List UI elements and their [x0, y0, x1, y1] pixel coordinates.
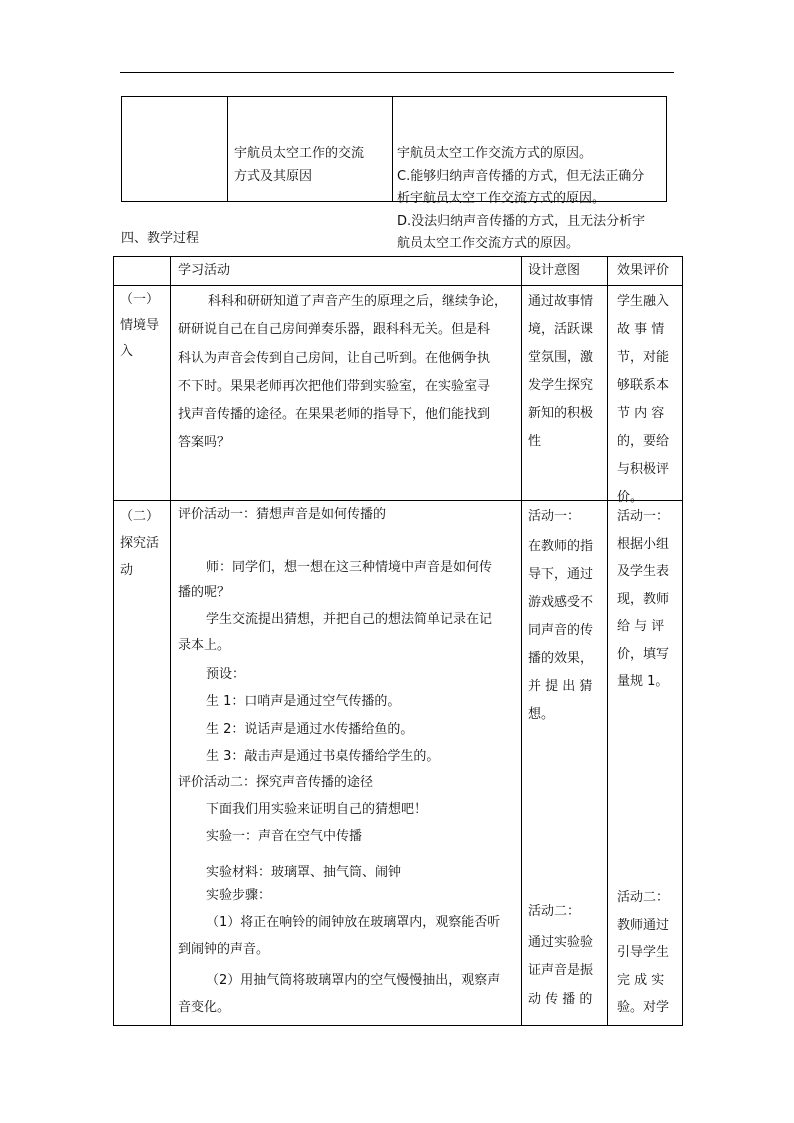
header-evaluation: 效果评价: [617, 263, 670, 278]
col-divider: [607, 257, 608, 1025]
stage-label: （一） 情境导 入: [120, 292, 160, 359]
header-rule: [120, 72, 674, 73]
process-table: 学习活动 设计意图 效果评价 （一） 情境导 入 科科和研研知道了声音产生的原理之后，继续争论， 研研说自己在自己房间弹奏乐器，跟科科无关。但是科 科认为声音会传到自己房间，让自己听到。在他俩争执 不下时。果果老师再次把他们带到实验室，在实验室寻 找声音传播的途径。在果果老师的指导下，他们能找到 答案吗？ 通过故事情 境，活跃课 堂氛围，激 发学生探究 新知的积极 性 学生融入 故 事 情 节，对能 够联系本 节 内 容 的，要给 与积极评 价。 （二） 探究活 动 评价活动一：猜想声音是如何传播的 师：同学们，想一想在这三种情境中声音是如何传 播的呢？ 学生交流提出猜想，并把自己的想法简单记录在记 录本上。 预设： 生 1：口哨声是通过空气传播的。 生 2：说话声是通过水传播给鱼的。 生 3：敲击声是通过书桌传播给学生的。 评价活动二：探究声音传播的途径 下面我们用实验来证明自己的猜想吧！ 实验一：声音在空气中传播 实验材料：玻璃罩、抽气筒、闹钟 实验步骤： （1）将正在响铃的闹钟放在玻璃罩内，观察能否听 到闹钟的声音。 （2）用抽气筒将玻璃罩内的空气慢慢抽出，观察声 音变化。 活动一： 在教师的指 导下，通过 游戏感受不 同声音的传 播的效果， 并 提 出 猜 想。 活动二： 通过实验验 证声音是振 动 传 播 的 活动一： 根据小组 及学生表 现，教师 给 与 评 价，填写 量规 1。 活动二： 教师通过 引导学生 完 成 实 验。对学: [113, 256, 683, 1026]
activity-text: 科科和研研知道了声音产生的原理之后，继续争论， 研研说自己在自己房间弹奏乐器，跟科科无关。但是科 科认为声音会传到自己房间，让自己听到。在他俩争执 不下时。果果老师再次把他们带到实验室，在实验室寻 找声音传播的途径。在果果老师的指导下，他们能找到 答案吗？: [178, 294, 508, 451]
section-title: 四、教学过程: [121, 231, 200, 246]
header-activity: 学习活动: [178, 263, 231, 278]
intent-text: 活动一： 在教师的指 导下，通过 游戏感受不 同声音的传 播的效果， 并 提 出 猜 想。: [528, 509, 594, 722]
col-divider: [170, 257, 171, 1025]
evaluation-text: 学生融入 故 事 情 节，对能 够联系本 节 内 容 的，要给 与积极评 价。: [617, 294, 670, 505]
row-divider: [114, 285, 682, 286]
header-intent: 设计意图: [528, 263, 581, 278]
rubric-col-divider: [227, 97, 228, 201]
intent-text: 活动二： 通过实验验 证声音是振 动 传 播 的: [528, 904, 594, 1007]
row-divider: [114, 500, 682, 501]
rubric-col-divider: [392, 97, 393, 201]
stage-label: （二） 探究活 动: [120, 509, 160, 578]
rubric-levels: 宇航员太空工作交流方式的原因。 C.能够归纳声音传播的方式，但无法正确分 析宇航员太空工作交流方式的原因。 D.没法归纳声音传播的方式，且无法分析宇 航员太空工作交流方式的原因。: [397, 146, 646, 251]
evaluation-text: 活动二： 教师通过 引导学生 完 成 实 验。对学: [617, 890, 670, 1015]
rubric-criterion: 宇航员太空工作的交流 方式及其原因: [234, 146, 365, 184]
col-divider: [521, 257, 522, 1025]
intent-text: 通过故事情 境，活跃课 堂氛围，激 发学生探究 新知的积极 性: [528, 294, 594, 449]
evaluation-text: 活动一： 根据小组 及学生表 现，教师 给 与 评 价，填写 量规 1。: [617, 509, 670, 689]
